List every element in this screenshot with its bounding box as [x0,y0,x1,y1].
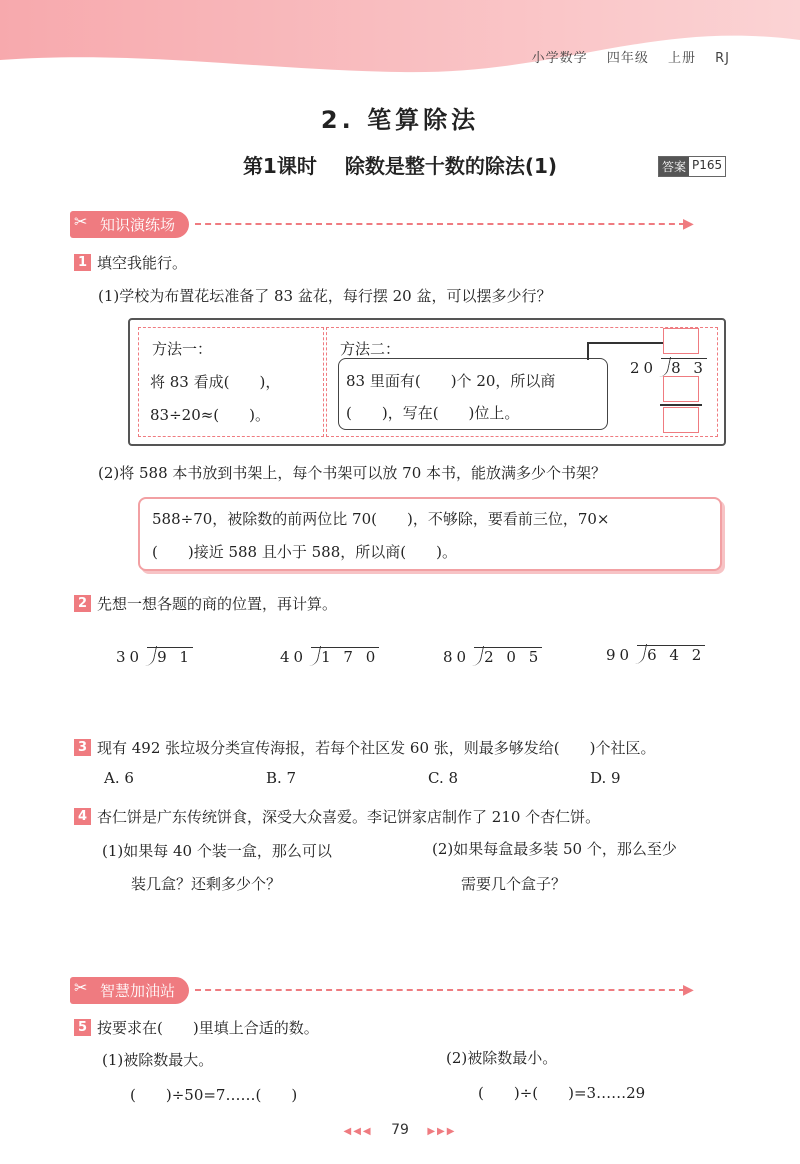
divisor: 80 [443,648,471,666]
practice-banner: ✂ 知识演练场 ▶ [70,211,694,237]
question-text: 杏仁饼是广东传统饼食，深受大众喜爱。李记饼家店制作了 210 个杏仁饼。 [97,808,601,826]
divisor: 40 [280,648,308,666]
page-number: 79 [391,1122,409,1138]
question-number: 3 [74,739,91,756]
product-box[interactable] [663,376,699,402]
divisor: 20 [630,359,658,377]
division-problem [443,647,542,666]
dividend: 9 1 [147,647,193,666]
subject: 小学数学 [531,51,588,66]
boost-banner-label: 智慧加油站 [100,981,176,1000]
question-title: 按要求在( )里填上合适的数。 [97,1019,319,1037]
q4-sub2-line2: 需要几个盒子？ [461,875,567,893]
division-problem [116,647,193,666]
lesson-period: 第1课时 [242,154,317,178]
banner-mark-icon: ✂ [74,977,88,997]
lesson-name: 除数是整十数的除法(1) [344,154,558,178]
question-1 [74,252,187,273]
section-title: 2. 笔算除法 [320,106,480,134]
dividend: 8 3 [661,358,707,377]
dividend: 1 7 0 [311,647,379,666]
method2-division [630,358,707,377]
answer-reference[interactable] [658,156,726,177]
question-2 [74,593,337,614]
q5-sub2: (2)被除数最小。 [446,1049,558,1067]
q5-sub1: (1)被除数最大。 [102,1051,214,1069]
volume: 上册 [667,51,696,66]
q1-part2: (2)将 588 本书放到书架上，每个书架可以放 70 本书，能放满多少个书架？ [98,464,607,482]
boost-banner: ✂ 智慧加油站 ▶ [70,977,694,1003]
q1-part1: (1)学校为布置花坛准备了 83 盆花，每行摆 20 盆，可以摆多少行？ [98,287,552,305]
option-d[interactable]: D. 9 [590,769,621,787]
edition: RJ [715,51,730,66]
division-problem [606,645,705,664]
method1-label: 方法一： [152,340,213,358]
question-number: 1 [74,254,91,271]
header-meta [518,47,730,66]
next-arrows-icon: ▶▶▶ [427,1126,457,1137]
method2-label: 方法二： [340,340,401,358]
q4-sub2-line1: (2)如果每盒最多装 50 个，那么至少 [432,840,677,858]
question-number: 4 [74,808,91,825]
question-3 [74,737,656,758]
question-title: 填空我能行。 [97,254,188,272]
q5-expr1: ( )÷50=7……( ) [130,1086,298,1104]
q4-sub1-line2: 装几盒？还剩多少个？ [131,875,282,893]
divisor: 30 [116,648,144,666]
method1-line1: 将 83 看成( )， [150,373,281,391]
practice-banner-label: 知识演练场 [100,215,176,234]
method2-line1: 83 里面有( )个 20，所以商 [346,372,556,390]
division-problem [280,647,379,666]
question-number: 5 [74,1019,91,1036]
q5-expr2: ( )÷( )=3……29 [478,1084,646,1102]
divisor: 90 [606,646,634,664]
grade: 四年级 [606,51,649,66]
header-wave [0,0,800,80]
quotient-box[interactable] [663,328,699,354]
hint-line2: ( )接近 588 且小于 588，所以商( )。 [152,543,457,561]
q4-sub1-line1: (1)如果每 40 个装一盒，那么可以 [102,842,332,860]
method1-line2: 83÷20≈( )。 [150,406,271,424]
dividend: 6 4 2 [637,645,705,664]
question-title: 先想一想各题的商的位置，再计算。 [97,595,338,613]
remainder-box[interactable] [663,407,699,433]
question-text: 现有 492 张垃圾分类宣传海报，若每个社区发 60 张，则最多够发给( )个社区。 [97,739,656,757]
prev-arrows-icon: ◀◀◀ [343,1126,373,1137]
page-footer [0,1122,800,1138]
dividend: 2 0 5 [474,647,542,666]
question-4 [74,806,600,827]
method2-line2: ( )，写在( )位上。 [346,404,520,422]
option-a[interactable]: A. 6 [104,769,134,787]
question-number: 2 [74,595,91,612]
hint-line1: 588÷70，被除数的前两位比 70( )，不够除，要看前三位，70× [152,510,610,528]
option-c[interactable]: C. 8 [428,769,459,787]
answer-label: 答案 [659,157,689,176]
question-5 [74,1017,319,1038]
answer-page: P165 [692,158,723,172]
option-b[interactable]: B. 7 [266,769,297,787]
banner-mark-icon: ✂ [74,211,88,231]
